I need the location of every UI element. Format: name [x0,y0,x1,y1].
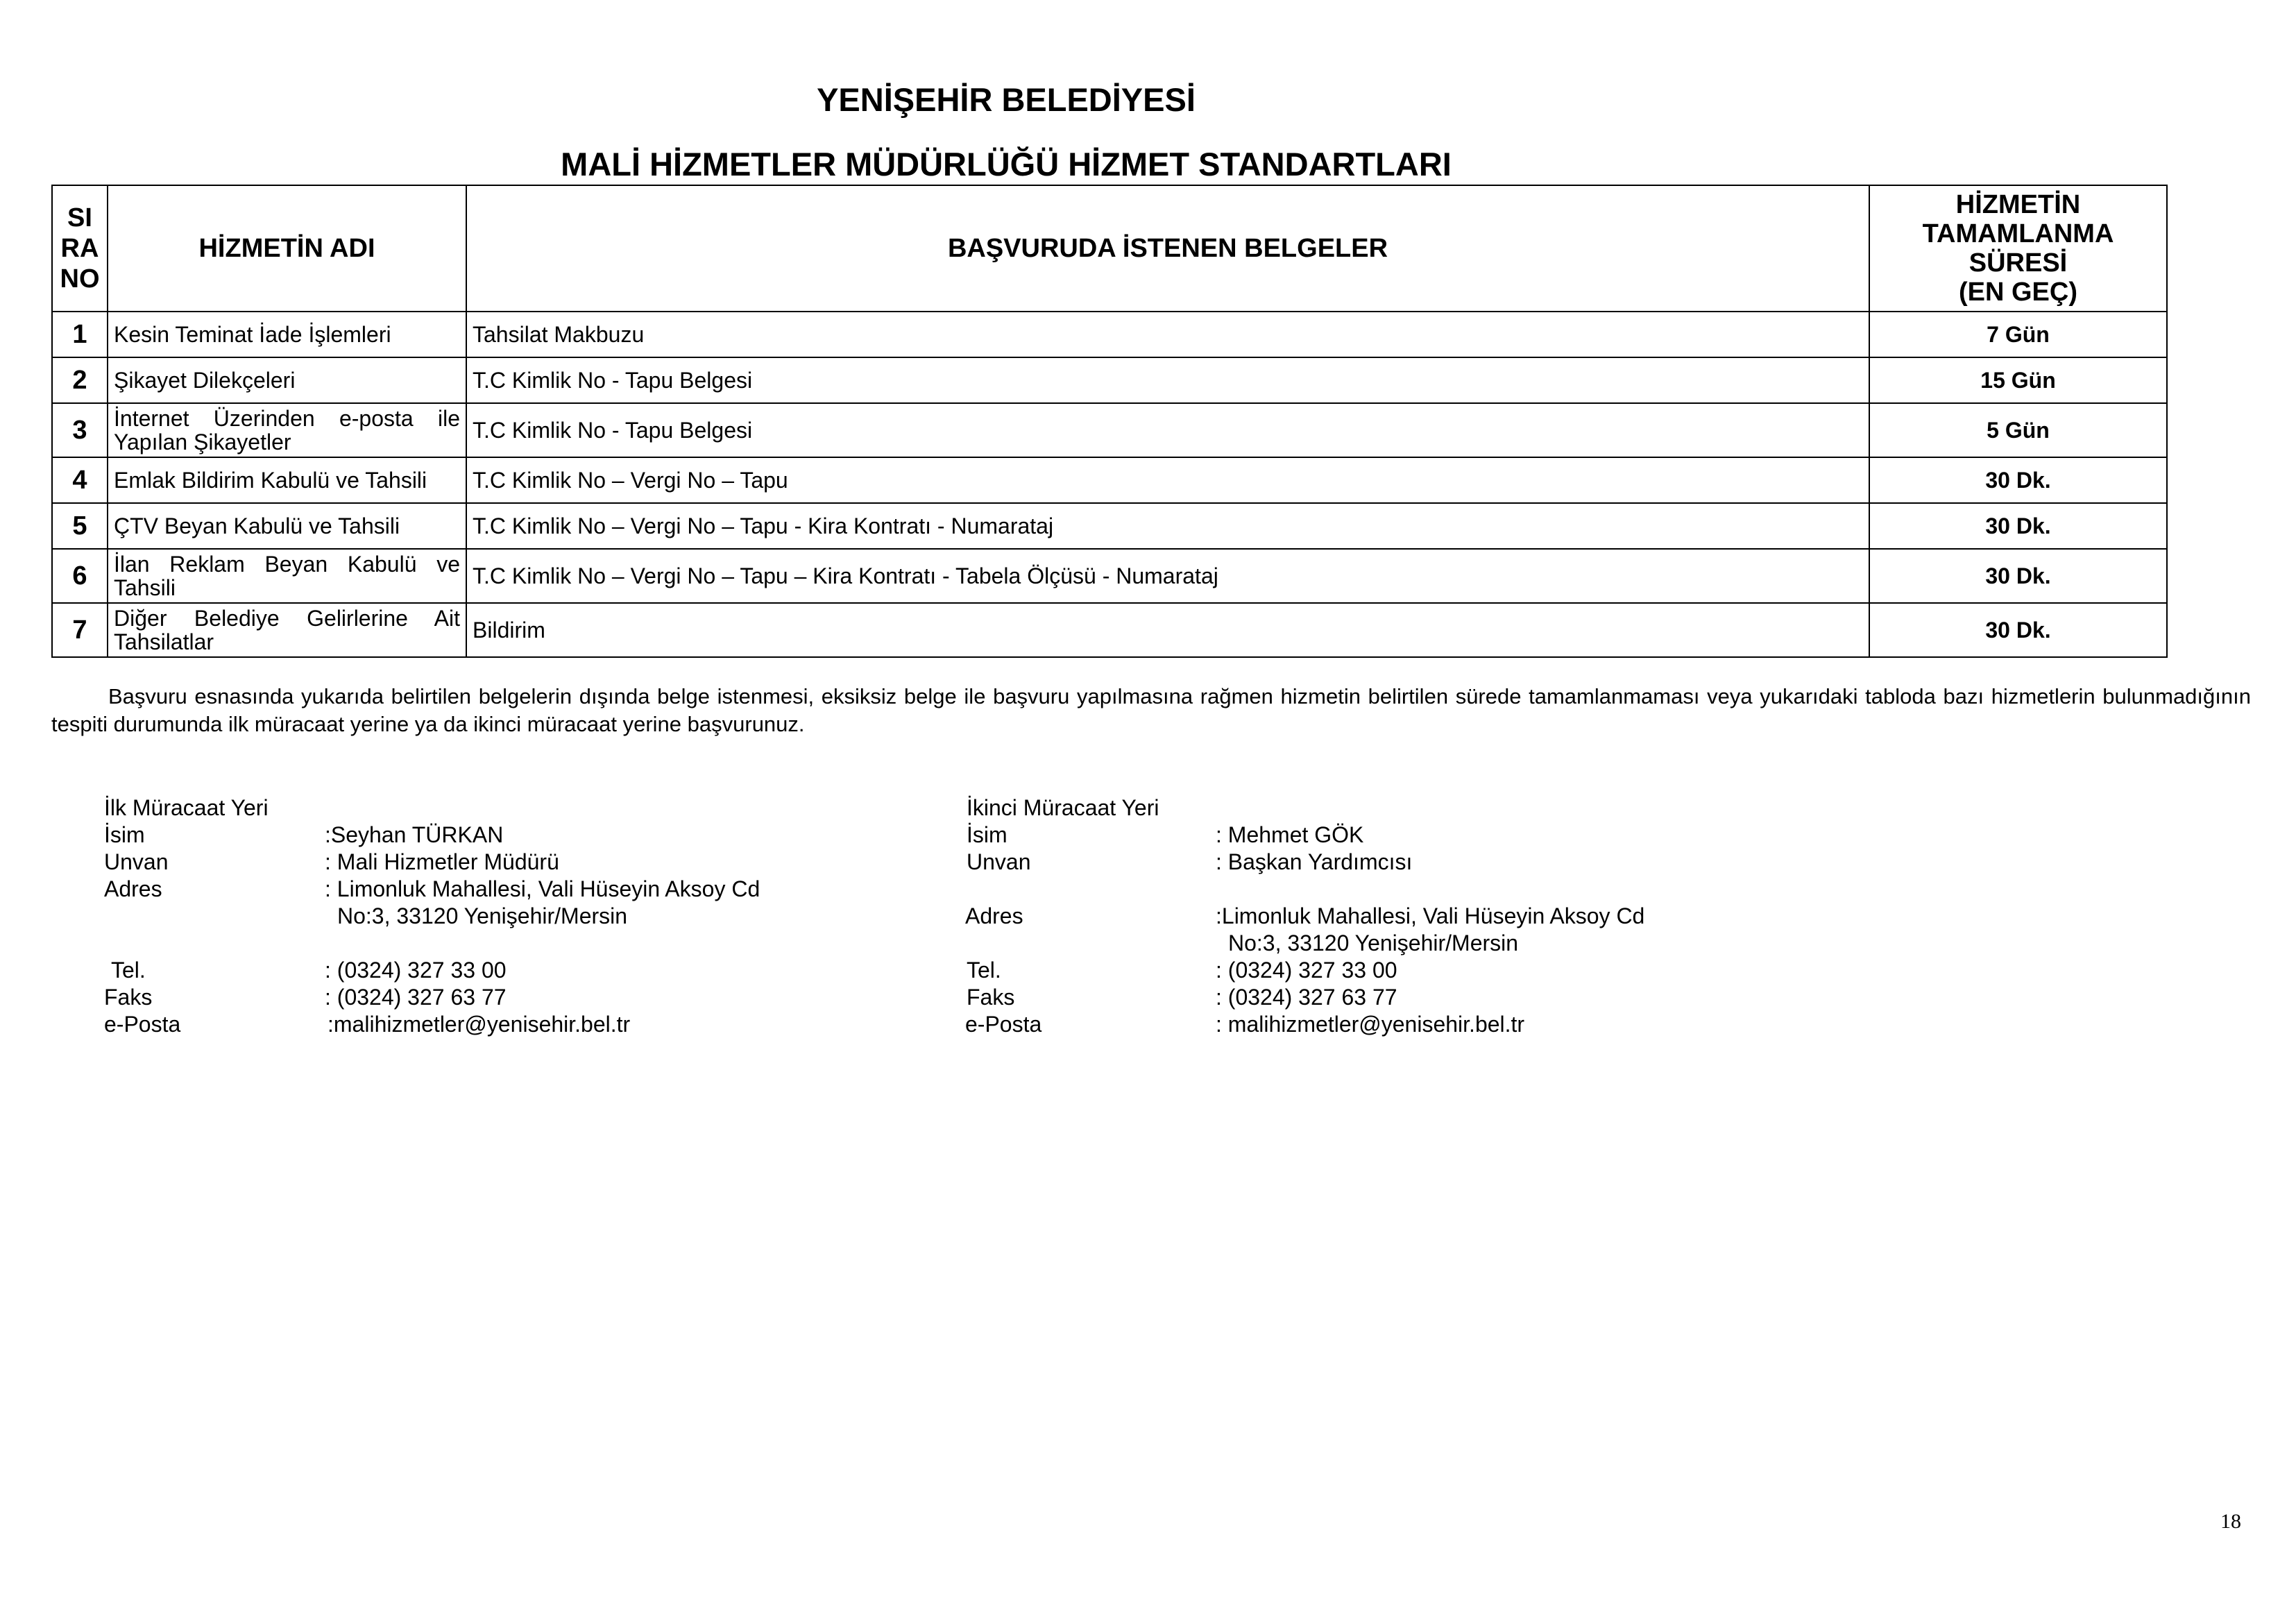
row-number: 7 [52,603,108,657]
first-tel-label: Tel. [111,958,146,983]
second-fax-value: : (0324) 327 63 77 [1216,985,1397,1010]
table-row [52,357,2167,403]
header-required-documents: BAŞVURUDA İSTENEN BELGELER [466,185,1869,312]
table-row [52,603,2167,657]
second-address-line1: :Limonluk Mahallesi, Vali Hüseyin Aksoy Cd [1216,903,1645,928]
required-documents: T.C Kimlik No - Tapu Belgesi [466,357,1869,403]
first-fax-value: : (0324) 327 63 77 [325,985,507,1010]
second-name-label: İsim [967,822,1007,847]
header-completion-time: HİZMETİN TAMAMLANMA SÜRESİ (EN GEÇ) [1869,185,2167,312]
service-name: Kesin Teminat İade İşlemleri [108,312,466,357]
first-title-value: : Mali Hizmetler Müdürü [325,849,559,874]
first-email-value: :malihizmetler@yenisehir.bel.tr [328,1012,631,1037]
table-row [52,403,2167,457]
required-documents: T.C Kimlik No – Vergi No – Tapu - Kira Kontratı - Numarataj [466,503,1869,549]
service-name: Diğer Belediye Gelirlerine Ait Tahsilatlar [108,603,466,657]
second-address-line2: No:3, 33120 Yenişehir/Mersin [1228,931,1519,955]
row-number: 3 [52,403,108,457]
second-email-value: : malihizmetler@yenisehir.bel.tr [1216,1012,1525,1037]
completion-time: 5 Gün [1869,403,2167,457]
first-name-label: İsim [104,822,145,847]
table-row [52,503,2167,549]
second-name-value: : Mehmet GÖK [1216,822,1364,847]
second-tel-value: : (0324) 327 33 00 [1216,958,1397,983]
header-sequence-no: SI RA NO [52,185,108,312]
first-address-label: Adres [104,876,162,901]
service-name: Emlak Bildirim Kabulü ve Tahsili [108,457,466,503]
row-number: 4 [52,457,108,503]
required-documents: Tahsilat Makbuzu [466,312,1869,357]
service-name: İlan Reklam Beyan Kabulü ve Tahsili [108,549,466,603]
required-documents: Bildirim [466,603,1869,657]
completion-time: 30 Dk. [1869,603,2167,657]
table-header-row [52,185,2167,312]
first-address-line1: : Limonluk Mahallesi, Vali Hüseyin Aksoy Cd [325,876,760,901]
service-name: ÇTV Beyan Kabulü ve Tahsili [108,503,466,549]
service-name: İnternet Üzerinden e-posta ile Yapılan Şikayetler [108,403,466,457]
completion-time: 15 Gün [1869,357,2167,403]
row-number: 5 [52,503,108,549]
second-tel-label: Tel. [967,958,1001,983]
required-documents: T.C Kimlik No – Vergi No – Tapu – Kira Kontratı - Tabela Ölçüsü - Numarataj [466,549,1869,603]
row-number: 1 [52,312,108,357]
first-fax-label: Faks [104,985,153,1010]
row-number: 2 [52,357,108,403]
first-email-label: e-Posta [104,1012,181,1037]
header-service-name: HİZMETİN ADI [108,185,466,312]
completion-time: 30 Dk. [1869,549,2167,603]
document-title: MALİ HİZMETLER MÜDÜRLÜĞÜ HİZMET STANDARTLARI [561,146,1452,182]
table-row [52,549,2167,603]
page-number: 18 [2220,1510,2241,1533]
completion-time: 7 Gün [1869,312,2167,357]
second-contact-heading: İkinci Müracaat Yeri [967,795,1159,820]
table-row [52,312,2167,357]
table-row [52,457,2167,503]
row-number: 6 [52,549,108,603]
second-email-label: e-Posta [965,1012,1042,1037]
first-contact-heading: İlk Müracaat Yeri [104,795,269,820]
first-tel-value: : (0324) 327 33 00 [325,958,507,983]
first-address-line2: No:3, 33120 Yenişehir/Mersin [337,903,628,928]
second-fax-label: Faks [967,985,1015,1010]
first-title-label: Unvan [104,849,169,874]
service-name: Şikayet Dilekçeleri [108,357,466,403]
application-note: Başvuru esnasında yukarıda belirtilen belgelerin dışında belge istenmesi, eksiksiz belge ile başvuru yapılmasına rağmen hizmetin belirtilen sürede tamamlanmaması veya yukarıdaki tabloda bazı hizmetlerin bulunmadığının tespiti durumunda ilk müracaat yerine ya da ikinci müracaat yerine başvurunuz. [51,684,2251,736]
required-documents: T.C Kimlik No – Vergi No – Tapu [466,457,1869,503]
service-standards-table [51,185,2168,658]
org-title: YENİŞEHİR BELEDİYESİ [817,81,1196,118]
second-title-value: : Başkan Yardımcısı [1216,849,1413,874]
completion-time: 30 Dk. [1869,503,2167,549]
second-title-label: Unvan [967,849,1031,874]
completion-time: 30 Dk. [1869,457,2167,503]
second-address-label: Adres [965,903,1023,928]
first-name-value: :Seyhan TÜRKAN [325,822,504,847]
required-documents: T.C Kimlik No - Tapu Belgesi [466,403,1869,457]
